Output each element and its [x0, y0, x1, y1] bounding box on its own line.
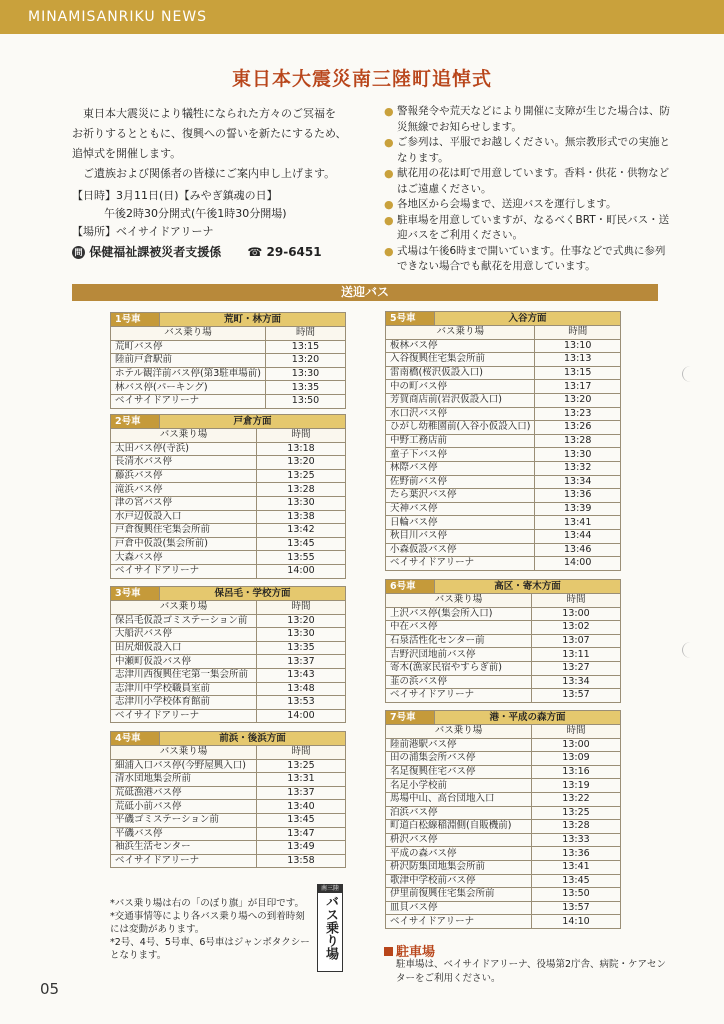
notes-list [384, 104, 674, 275]
table-row [111, 551, 346, 565]
table-row [111, 668, 346, 682]
stop-name: 袖浜生活センター [111, 841, 257, 855]
stop-column-header: バス乗り場 [111, 746, 257, 760]
table-row [111, 709, 346, 723]
stop-column-header: バス乗り場 [386, 594, 532, 608]
stop-time: 13:09 [532, 752, 621, 766]
stop-time: 13:35 [257, 641, 346, 655]
time-column-header: 時間 [257, 429, 346, 443]
stop-time: 13:28 [257, 483, 346, 497]
table-row [386, 648, 621, 662]
stop-name: たら葉沢バス停 [386, 489, 535, 503]
stop-name: 水口沢バス停 [386, 407, 535, 421]
stop-time: 13:00 [532, 738, 621, 752]
stop-time: 13:37 [257, 786, 346, 800]
stop-time: 13:00 [532, 607, 621, 621]
stop-name: 林バス停(パーキング) [111, 381, 266, 395]
table-row [111, 354, 346, 368]
table-row [111, 564, 346, 578]
car-label: 5号車 [386, 312, 435, 326]
stop-time: 13:40 [257, 800, 346, 814]
stop-time: 14:00 [257, 564, 346, 578]
stop-name: ホテル観洋前バス停(第3駐車場前) [111, 367, 266, 381]
intro-line: 東日本大震災により犠牲になられた方々のご冥福を [83, 107, 336, 120]
stop-time: 13:19 [532, 779, 621, 793]
note-item: ● ご参列は、平服でお越しください。無宗教形式での実施となります。 [384, 135, 674, 166]
table-row [386, 407, 621, 421]
stop-name: 泊浜バス停 [386, 806, 532, 820]
table-row [111, 510, 346, 524]
stop-time: 13:37 [257, 655, 346, 669]
stop-time: 13:34 [532, 675, 621, 689]
stop-time: 13:20 [535, 393, 621, 407]
stop-time: 13:57 [532, 901, 621, 915]
stop-name: 名足復興住宅バス停 [386, 765, 532, 779]
stop-time: 13:23 [535, 407, 621, 421]
table-row [111, 773, 346, 787]
stop-name: 伊里前復興住宅集会所前 [386, 888, 532, 902]
table-row [386, 915, 621, 929]
direction-label: 保呂毛・学校方面 [160, 587, 346, 601]
contact-dept: 保健福祉課被災者支援係 [89, 245, 222, 259]
note-item: ● 警報発令や荒天などにより開催に支障が生じた場合は、防災無線でお知らせします。 [384, 104, 674, 135]
stop-name: 平磯バス停 [111, 827, 257, 841]
stop-name: 芳賀商店前(岩沢仮設入口) [386, 393, 535, 407]
stop-time: 13:41 [535, 516, 621, 530]
stop-name: ベイサイドアリーナ [386, 557, 535, 571]
direction-label: 前浜・後浜方面 [160, 732, 346, 746]
column-header-row [111, 429, 346, 443]
table-row [386, 339, 621, 353]
stop-time: 13:44 [535, 529, 621, 543]
stop-name: 町道白松線稲淵側(自販機前) [386, 820, 532, 834]
table-row [386, 860, 621, 874]
stop-time: 13:27 [532, 661, 621, 675]
stop-time: 13:15 [535, 366, 621, 380]
stop-name: ベイサイドアリーナ [386, 915, 532, 929]
stop-name: 佐野前バス停 [386, 475, 535, 489]
stop-name: 戸倉中仮設(集会所前) [111, 537, 257, 551]
car-label: 1号車 [111, 313, 160, 327]
bus-table-car6 [385, 579, 621, 703]
intro-line: 追悼式を開催します。 [72, 147, 182, 160]
stop-time: 13:25 [257, 759, 346, 773]
stop-name: ベイサイドアリーナ [111, 394, 266, 408]
parking-text: 駐車場は、ベイサイドアリーナ、役場第2庁舎、病院・ケアセンターをご利用ください。 [396, 959, 666, 984]
table-row [386, 634, 621, 648]
stop-time: 13:45 [257, 537, 346, 551]
direction-label: 荒町・林方面 [160, 313, 346, 327]
table-row [386, 833, 621, 847]
stop-name: 韮の浜バス停 [386, 675, 532, 689]
stop-time: 13:36 [535, 489, 621, 503]
note-item: ● 各地区から会場まで、送迎バスを運行します。 [384, 197, 674, 213]
table-row [111, 496, 346, 510]
column-header-row [111, 601, 346, 615]
stop-name: 中在バス停 [386, 621, 532, 635]
stop-time: 13:15 [265, 340, 345, 354]
stop-time: 13:53 [257, 696, 346, 710]
table-row [111, 483, 346, 497]
stop-time: 13:17 [535, 380, 621, 394]
stop-time: 13:20 [257, 614, 346, 628]
stop-name: 田尻畑仮設入口 [111, 641, 257, 655]
bus-table-car2 [110, 414, 346, 579]
page-title: 東日本大震災南三陸町追悼式 [231, 68, 492, 90]
table-row [386, 448, 621, 462]
table-row [111, 641, 346, 655]
bus-header-row [386, 312, 621, 326]
stop-name: 上沢バス停(集会所入口) [386, 607, 532, 621]
table-row [111, 841, 346, 855]
stop-time: 13:22 [532, 792, 621, 806]
stop-time: 13:48 [257, 682, 346, 696]
event-info [72, 187, 372, 241]
stop-time: 14:10 [532, 915, 621, 929]
table-row [111, 469, 346, 483]
table-row [386, 516, 621, 530]
stop-name: 板林バス停 [386, 339, 535, 353]
bus-header-row [111, 732, 346, 746]
table-row [111, 367, 346, 381]
contact-tel: ☎ 29-6451 [247, 245, 322, 259]
stop-time: 13:34 [535, 475, 621, 489]
stop-name: 荒砥小前バス停 [111, 800, 257, 814]
stop-name: ベイサイドアリーナ [111, 854, 257, 868]
stop-name: 滝浜バス停 [111, 483, 257, 497]
bus-stop-flag-image [317, 884, 343, 972]
car-label: 2号車 [111, 415, 160, 429]
note-item: ● 式場は午後6時まで開いています。仕事などで式典に参列できない場合でも献花を用意しています。 [384, 244, 674, 275]
table-row [386, 689, 621, 703]
stop-name: 田の浦集会所バス停 [386, 752, 532, 766]
stop-name: 太田バス停(寺浜) [111, 442, 257, 456]
bus-table-car3 [110, 586, 346, 723]
direction-label: 入谷方面 [435, 312, 621, 326]
bus-header-row [111, 313, 346, 327]
time-column-header: 時間 [265, 327, 345, 341]
bus-table-car4 [110, 731, 346, 868]
stop-name: 平磯ゴミステーション前 [111, 813, 257, 827]
table-row [386, 765, 621, 779]
stop-name: 林際バス停 [386, 461, 535, 475]
header-bar [0, 0, 724, 34]
stop-column-header: バス乗り場 [111, 327, 266, 341]
footnotes [110, 897, 310, 962]
stop-time: 13:46 [535, 543, 621, 557]
table-row [386, 475, 621, 489]
stop-name: 中野工務店前 [386, 434, 535, 448]
stop-name: 藤浜バス停 [111, 469, 257, 483]
stop-time: 13:11 [532, 648, 621, 662]
stop-time: 13:26 [535, 421, 621, 435]
stop-time: 13:02 [532, 621, 621, 635]
stop-name: 名足小学校前 [386, 779, 532, 793]
stop-time: 13:32 [535, 461, 621, 475]
table-row [386, 621, 621, 635]
stop-time: 13:25 [532, 806, 621, 820]
contact-icon: 問 [72, 246, 85, 259]
stop-time: 13:20 [265, 354, 345, 368]
table-row [111, 524, 346, 538]
time-column-header: 時間 [257, 601, 346, 615]
stop-time: 13:30 [535, 448, 621, 462]
bus-section-banner: 送迎バス [72, 284, 658, 301]
table-row [386, 502, 621, 516]
stop-time: 13:07 [532, 634, 621, 648]
stop-time: 13:28 [532, 820, 621, 834]
table-row [111, 800, 346, 814]
table-row [386, 529, 621, 543]
stop-name: 戸倉復興住宅集会所前 [111, 524, 257, 538]
table-row [386, 888, 621, 902]
stop-column-header: バス乗り場 [386, 725, 532, 739]
stop-name: 中の町バス停 [386, 380, 535, 394]
binding-ring-icon [682, 366, 699, 382]
square-bullet-icon [384, 947, 393, 956]
stop-name: 歌津中学校前バス停 [386, 874, 532, 888]
table-row [111, 786, 346, 800]
stop-time: 13:50 [265, 394, 345, 408]
table-row [386, 847, 621, 861]
stop-name: 小森仮設バス停 [386, 543, 535, 557]
stop-name: 寄木(漁家民宿やすらぎ前) [386, 661, 532, 675]
table-row [386, 661, 621, 675]
stop-time: 13:42 [257, 524, 346, 538]
event-place: 【場所】ベイサイドアリーナ [72, 225, 214, 238]
stop-name: 清水団地集会所前 [111, 773, 257, 787]
stop-time: 13:45 [257, 813, 346, 827]
stop-name: ひがし幼稚園前(入谷小仮設入口) [386, 421, 535, 435]
time-column-header: 時間 [532, 725, 621, 739]
stop-name: 水戸辺仮設入口 [111, 510, 257, 524]
flag-main-text: バス乗り場 [323, 895, 338, 960]
stop-name: 入谷復興住宅集会所前 [386, 353, 535, 367]
table-row [111, 628, 346, 642]
event-time: 午後2時30分開式(午後1時30分開場) [104, 207, 287, 220]
table-row [386, 806, 621, 820]
direction-label: 港・平成の森方面 [435, 711, 621, 725]
table-row [386, 779, 621, 793]
stop-time: 13:57 [532, 689, 621, 703]
intro-line: お祈りするとともに、復興への誓いを新たにするため、 [72, 127, 347, 140]
stop-name: 枡沢バス停 [386, 833, 532, 847]
car-label: 4号車 [111, 732, 160, 746]
event-date: 【日時】3月11日(日)【みやぎ鎮魂の日】 [72, 189, 278, 202]
table-row [386, 489, 621, 503]
table-row [111, 340, 346, 354]
table-row [111, 854, 346, 868]
stop-time: 13:47 [257, 827, 346, 841]
stop-name: 馬場中山、高台団地入口 [386, 792, 532, 806]
column-header-row [386, 594, 621, 608]
bus-header-row [111, 415, 346, 429]
stop-time: 13:33 [532, 833, 621, 847]
stop-name: 荒町バス停 [111, 340, 266, 354]
stop-time: 13:49 [257, 841, 346, 855]
table-row [386, 820, 621, 834]
stop-column-header: バス乗り場 [111, 429, 257, 443]
column-header-row [386, 326, 621, 340]
stop-name: ベイサイドアリーナ [111, 564, 257, 578]
stop-name: 陸前戸倉駅前 [111, 354, 266, 368]
stop-name: 保呂毛仮設ゴミステーション前 [111, 614, 257, 628]
stop-time: 13:20 [257, 456, 346, 470]
column-header-row [386, 725, 621, 739]
stop-time: 13:18 [257, 442, 346, 456]
stop-name: 天神バス停 [386, 502, 535, 516]
table-row [386, 901, 621, 915]
table-row [386, 366, 621, 380]
stop-name: 秋目川バス停 [386, 529, 535, 543]
stop-name: 日輪バス停 [386, 516, 535, 530]
stop-name: 荒砥漁港バス停 [111, 786, 257, 800]
stop-time: 13:58 [257, 854, 346, 868]
table-row [111, 655, 346, 669]
note-item: ● 駐車場を用意していますが、なるべくBRT・町民バス・送迎バスをご利用ください。 [384, 213, 674, 244]
footnote: *交通事情等により各バス乗り場への到着時刻には変動があります。 [110, 911, 305, 935]
bus-header-row [111, 587, 346, 601]
column-header-row [111, 327, 346, 341]
table-row [111, 442, 346, 456]
stop-name: 中瀬町仮設バス停 [111, 655, 257, 669]
table-row [386, 792, 621, 806]
footnote: *2号、4号、5号車、6号車はジャンボタクシーとなります。 [110, 937, 310, 961]
column-header-row [111, 746, 346, 760]
stop-time: 13:31 [257, 773, 346, 787]
stop-name: 大船沢バス停 [111, 628, 257, 642]
stop-time: 13:35 [265, 381, 345, 395]
stop-name: 志津川中学校職員室前 [111, 682, 257, 696]
table-row [386, 461, 621, 475]
note-item: ● 献花用の花は町で用意しています。香料・供花・供物などはご遠慮ください。 [384, 166, 674, 197]
stop-time: 13:30 [257, 628, 346, 642]
stop-name: 津の宮バス停 [111, 496, 257, 510]
table-row [386, 738, 621, 752]
table-row [386, 607, 621, 621]
parking-heading-text: 駐車場 [396, 945, 436, 960]
table-row [111, 682, 346, 696]
direction-label: 戸倉方面 [160, 415, 346, 429]
stop-name: ベイサイドアリーナ [386, 689, 532, 703]
stop-time: 13:25 [257, 469, 346, 483]
table-row [111, 813, 346, 827]
stop-time: 14:00 [535, 557, 621, 571]
car-label: 6号車 [386, 580, 435, 594]
bus-header-row [386, 580, 621, 594]
bus-header-row [386, 711, 621, 725]
stop-name: 長清水バス停 [111, 456, 257, 470]
stop-name: 石泉活性化センター前 [386, 634, 532, 648]
stop-column-header: バス乗り場 [386, 326, 535, 340]
bus-table-car5 [385, 311, 621, 571]
table-row [111, 537, 346, 551]
stop-time: 14:00 [257, 709, 346, 723]
page-number: 05 [40, 980, 60, 998]
table-row [386, 543, 621, 557]
table-row [111, 381, 346, 395]
stop-name: 陸前港駅バス停 [386, 738, 532, 752]
flag-top-text: 南三陸 [318, 885, 342, 893]
footnote: *バス乗り場は右の「のぼり旗」が目印です。 [110, 898, 304, 909]
stop-time: 13:39 [535, 502, 621, 516]
table-row [111, 394, 346, 408]
stop-time: 13:45 [532, 874, 621, 888]
stop-name: 皿貝バス停 [386, 901, 532, 915]
bus-table-car1 [110, 312, 346, 409]
table-row [386, 353, 621, 367]
intro-line: ご遺族および関係者の皆様にご案内申し上げます。 [83, 167, 336, 180]
binding-ring-icon [682, 642, 699, 658]
stop-name: 志津川西復興住宅第一集会所前 [111, 668, 257, 682]
stop-name: 大森バス停 [111, 551, 257, 565]
stop-time: 13:16 [532, 765, 621, 779]
table-row [111, 456, 346, 470]
table-row [386, 393, 621, 407]
time-column-header: 時間 [535, 326, 621, 340]
intro-text [72, 104, 362, 184]
stop-name: 枡沢防集団地集会所前 [386, 860, 532, 874]
stop-name: 雷南橋(桜沢仮設入口) [386, 366, 535, 380]
stop-time: 13:30 [265, 367, 345, 381]
stop-column-header: バス乗り場 [111, 601, 257, 615]
stop-time: 13:10 [535, 339, 621, 353]
table-row [386, 434, 621, 448]
time-column-header: 時間 [257, 746, 346, 760]
car-label: 3号車 [111, 587, 160, 601]
table-row [386, 752, 621, 766]
stop-time: 13:38 [257, 510, 346, 524]
bus-table-car7 [385, 710, 621, 929]
stop-time: 13:41 [532, 860, 621, 874]
table-row [386, 557, 621, 571]
stop-time: 13:55 [257, 551, 346, 565]
stop-time: 13:43 [257, 668, 346, 682]
stop-name: 童子下バス停 [386, 448, 535, 462]
table-row [111, 759, 346, 773]
stop-name: 細浦入口バス停(今野屋興入口) [111, 759, 257, 773]
stop-time: 13:13 [535, 353, 621, 367]
stop-name: 平成の森バス停 [386, 847, 532, 861]
contact-line [72, 243, 322, 260]
stop-time: 13:30 [257, 496, 346, 510]
table-row [111, 827, 346, 841]
direction-label: 高区・寄木方面 [435, 580, 621, 594]
stop-time: 13:28 [535, 434, 621, 448]
table-row [111, 696, 346, 710]
stop-time: 13:50 [532, 888, 621, 902]
table-row [386, 421, 621, 435]
stop-name: 志津川小学校体育館前 [111, 696, 257, 710]
stop-name: 吉野沢団地前バス停 [386, 648, 532, 662]
table-row [111, 614, 346, 628]
brand-title: MINAMISANRIKU NEWS [28, 9, 208, 25]
stop-time: 13:36 [532, 847, 621, 861]
car-label: 7号車 [386, 711, 435, 725]
stop-name: ベイサイドアリーナ [111, 709, 257, 723]
table-row [386, 675, 621, 689]
time-column-header: 時間 [532, 594, 621, 608]
table-row [386, 380, 621, 394]
table-row [386, 874, 621, 888]
